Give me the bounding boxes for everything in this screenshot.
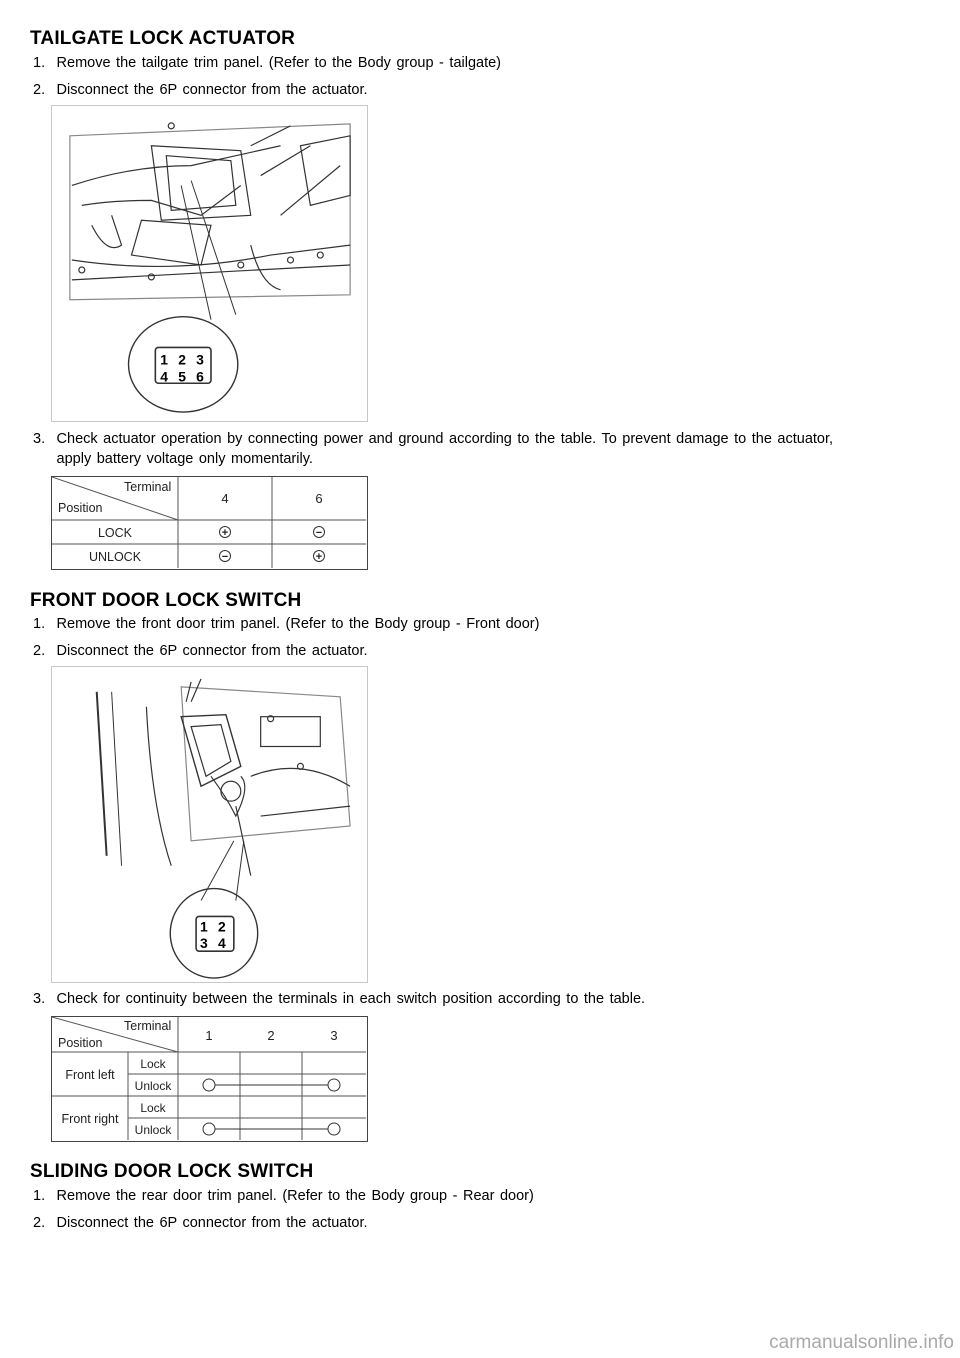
step-item [33, 80, 853, 100]
connector-pin-label: 6 [196, 368, 204, 385]
table-group-label: Front right [61, 1112, 119, 1126]
step-number: 1. [33, 55, 46, 71]
polarity-plus: + [315, 551, 323, 563]
step-item [33, 53, 853, 73]
front-door-switch-table [51, 1016, 368, 1142]
step-text: Remove the front door trim panel. (Refer to the Body group - Front door) [56, 616, 540, 632]
step-number: 2. [33, 82, 46, 98]
step-number: 2. [33, 1215, 46, 1231]
connector-pin-label: 4 [160, 368, 169, 385]
step-item [33, 989, 853, 1009]
continuity-node [203, 1123, 215, 1135]
connector-pin-label: 2 [217, 918, 226, 935]
step-item [33, 1213, 853, 1233]
table-row-label: UNLOCK [88, 550, 142, 564]
step-item [33, 614, 853, 634]
tailgate-actuator-table [51, 476, 368, 570]
step-text: Check for continuity between the terminals in each switch position according to the table. [56, 991, 646, 1007]
connector-pin-label: 3 [196, 351, 204, 368]
front-door-switch-illustration [52, 667, 367, 982]
table-header-terminal: Terminal [124, 480, 172, 494]
front-door-switch-figure [51, 666, 368, 983]
polarity-minus: − [221, 551, 229, 563]
table-column-header: 2 [267, 1028, 275, 1043]
step-text: Check actuator operation by connecting power and ground according to the table. To prevent damage to the actuator, apply battery voltage only momentarily. [56, 431, 834, 467]
polarity-plus: + [221, 527, 229, 539]
table-column-header: 1 [205, 1028, 213, 1043]
step-number: 3. [33, 431, 46, 447]
step-number: 1. [33, 1188, 46, 1204]
continuity-node [328, 1079, 340, 1091]
step-text: Disconnect the 6P connector from the actuator. [56, 82, 368, 98]
connector-pin-label: 1 [160, 351, 169, 368]
table-column-header: 3 [330, 1028, 338, 1043]
tailgate-actuator-illustration [52, 106, 367, 421]
table-row-label: Lock [140, 1101, 166, 1115]
section-heading-sliding-door: SLIDING DOOR LOCK SWITCH [30, 1161, 314, 1182]
table-row-label: LOCK [97, 526, 133, 540]
step-item [33, 641, 853, 661]
step-text: Disconnect the 6P connector from the actuator. [56, 1215, 368, 1231]
step-text: Disconnect the 6P connector from the actuator. [56, 643, 368, 659]
connector-pin-label: 4 [217, 935, 226, 952]
table-header-position: Position [58, 1036, 103, 1050]
step-number: 2. [33, 643, 46, 659]
table-header-position: Position [58, 501, 103, 515]
tailgate-actuator-figure [51, 105, 368, 422]
section-heading-tailgate: TAILGATE LOCK ACTUATOR [30, 28, 296, 49]
connector-pin-label: 1 [200, 918, 208, 935]
table-header-terminal: Terminal [124, 1019, 172, 1033]
step-text: Remove the rear door trim panel. (Refer to the Body group - Rear door) [56, 1188, 534, 1204]
continuity-node [328, 1123, 340, 1135]
table-group-label: Front left [65, 1068, 115, 1082]
step-item [33, 429, 853, 469]
continuity-node [203, 1079, 215, 1091]
step-text: Remove the tailgate trim panel. (Refer to the Body group - tailgate) [56, 55, 502, 71]
table-row-label: Unlock [134, 1123, 172, 1137]
connector-pin-label: 5 [178, 368, 186, 385]
connector-pin-label: 3 [200, 935, 208, 952]
polarity-minus: − [315, 527, 323, 539]
table-row-label: Unlock [134, 1079, 172, 1093]
table-row-label: Lock [140, 1057, 166, 1071]
step-number: 1. [33, 616, 46, 632]
step-number: 3. [33, 991, 46, 1007]
site-watermark: carmanualsonline.info [769, 1332, 954, 1353]
step-item [33, 1186, 853, 1206]
section-heading-front-door: FRONT DOOR LOCK SWITCH [30, 590, 302, 611]
table-column-header: 6 [315, 491, 323, 506]
table-column-header: 4 [221, 491, 229, 506]
connector-pin-label: 2 [178, 351, 186, 368]
